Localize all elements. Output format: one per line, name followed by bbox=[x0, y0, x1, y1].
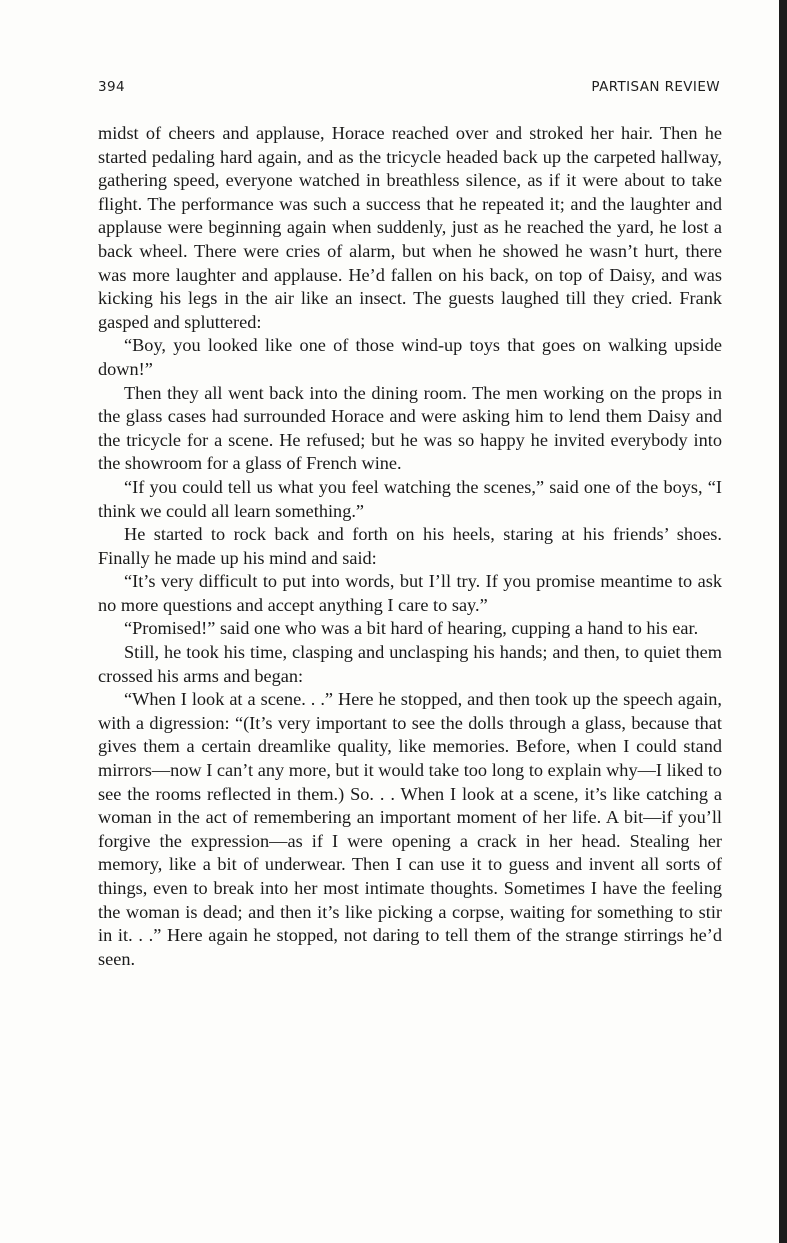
paragraph: He started to rock back and forth on his heels, staring at his friends’ shoes. Finally he made up his mind and said: bbox=[98, 524, 722, 568]
paragraph: “When I look at a scene. . .” Here he stopped, and then took up the speech again, with a digression: “(It’s very important to see the dolls through a glass, because that gives them a certain dreamlike quality, like memories. Before, when I could stand mirrors—now I can’t any more, but it would take too long to explain why—I liked to see the rooms reflected in them.) So. . . When I look at a scene, it’s like catching a woman in the act of remembering an important moment of her life. A bit—if you’ll forgive the expression—as if I were opening a crack in her head. Stealing her memory, like a bit of underwear. Then I can use it to guess and invent all sorts of things, even to break into her most intimate thoughts. Sometimes I have the feeling the woman is dead; and then it’s like picking a corpse, waiting for something to stir in it. . .” Here again he stopped, not daring to tell them of the strange stirrings he’d seen. bbox=[98, 689, 722, 969]
paragraph: “Promised!” said one who was a bit hard of hearing, cupping a hand to his ear. bbox=[124, 618, 699, 639]
body-text bbox=[98, 122, 722, 971]
paragraph: “It’s very difficult to put into words, but I’ll try. If you promise meantime to ask no more questions and accept anything I care to say.” bbox=[98, 571, 722, 615]
paragraph: Still, he took his time, clasping and unclasping his hands; and then, to quiet them crossed his arms and began: bbox=[98, 642, 722, 686]
paragraph: “Boy, you looked like one of those wind-up toys that goes on walking upside down!” bbox=[98, 335, 722, 379]
page-edge-shadow bbox=[779, 0, 787, 1243]
paragraph: Then they all went back into the dining room. The men working on the props in the glass cases had surrounded Horace and were asking him to lend them Daisy and the tricycle for a scene. He refused; but he was so happy he invited everybody into the showroom for a glass of French wine. bbox=[98, 382, 722, 474]
paragraph: “If you could tell us what you feel watching the scenes,” said one of the boys, “I think we could all learn something.” bbox=[98, 476, 722, 521]
paragraph: midst of cheers and applause, Horace reached over and stroked her hair. Then he started pedaling hard again, and as the tricycle headed back up the carpeted hallway, gathering speed, everyone watched in breathless silence, as if it were about to take flight. The performance was such a success that he repeated it; and the laughter and applause were beginning again when suddenly, just as he reached the yard, he lost a back wheel. There were cries of alarm, but when he showed he wasn’t hurt, there was more laughter and applause. He’d fallen on his back, on top of Daisy, and was kicking his legs in the air like an insect. The guests laughed till they cried. Frank gasped and spluttered: bbox=[98, 123, 722, 332]
running-head: PARTISAN REVIEW bbox=[591, 79, 720, 95]
page-header bbox=[98, 79, 720, 99]
page-number: 394 bbox=[98, 79, 125, 95]
